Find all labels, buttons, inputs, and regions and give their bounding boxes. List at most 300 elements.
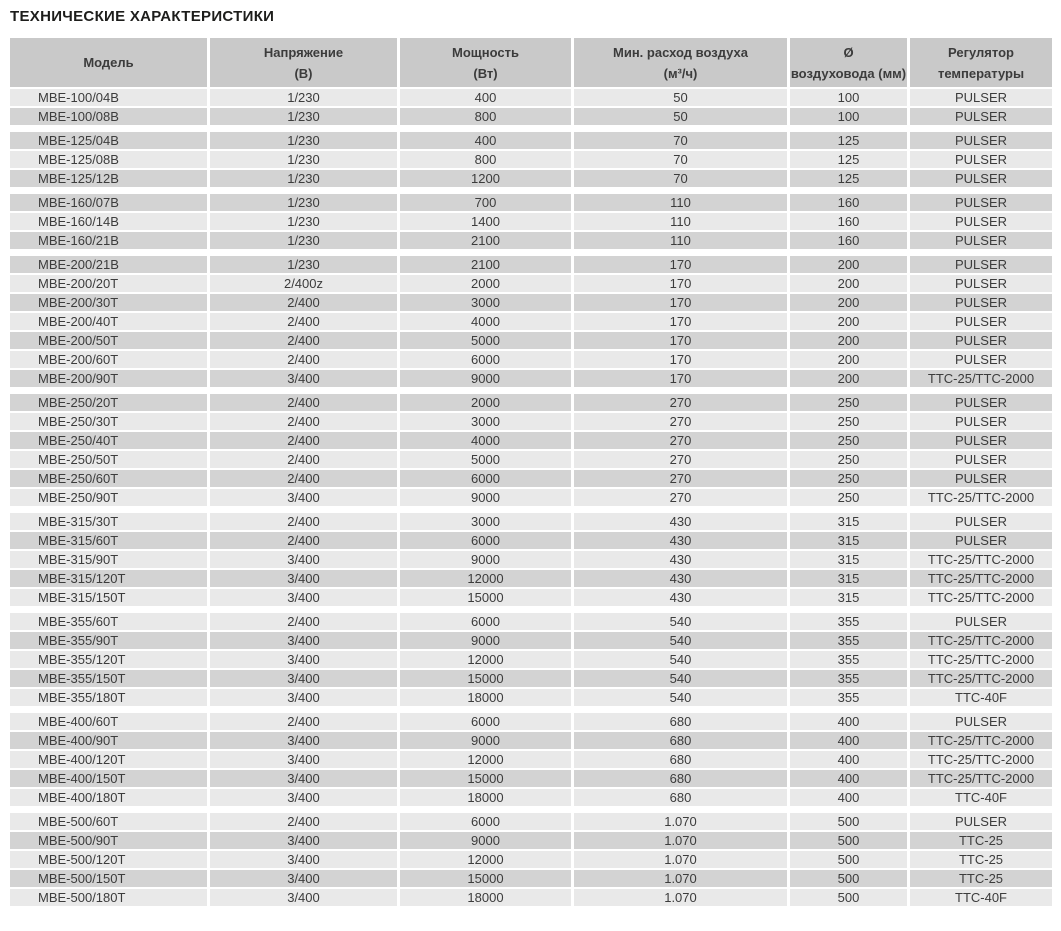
cell-voltage: 2/400 — [210, 713, 397, 730]
cell-model: MBE-200/90T — [10, 370, 207, 387]
cell-model: MBE-315/120T — [10, 570, 207, 587]
table-row — [10, 451, 1052, 468]
cell-airflow: 170 — [574, 370, 787, 387]
table-row — [10, 632, 1052, 649]
cell-airflow: 680 — [574, 751, 787, 768]
cell-airflow: 110 — [574, 213, 787, 230]
cell-model: MBE-250/60T — [10, 470, 207, 487]
column-header-voltage-line2: (В) — [294, 65, 313, 81]
cell-regulator: PULSER — [910, 232, 1052, 249]
cell-voltage: 3/400 — [210, 489, 397, 506]
cell-regulator: PULSER — [910, 256, 1052, 273]
table-group-3 — [10, 256, 1052, 387]
cell-power: 9000 — [400, 551, 571, 568]
table-group-4 — [10, 394, 1052, 506]
cell-airflow: 430 — [574, 513, 787, 530]
table-row — [10, 732, 1052, 749]
cell-power: 15000 — [400, 770, 571, 787]
cell-power: 6000 — [400, 813, 571, 830]
cell-model: MBE-500/90T — [10, 832, 207, 849]
cell-voltage: 2/400 — [210, 813, 397, 830]
cell-voltage: 3/400 — [210, 851, 397, 868]
cell-model: MBE-125/04B — [10, 132, 207, 149]
cell-diameter: 315 — [790, 513, 907, 530]
cell-power: 18000 — [400, 889, 571, 906]
cell-voltage: 3/400 — [210, 651, 397, 668]
cell-voltage: 2/400 — [210, 532, 397, 549]
cell-model: MBE-400/180T — [10, 789, 207, 806]
table-group-7 — [10, 713, 1052, 806]
column-header-power-line1: Мощность — [452, 44, 519, 60]
cell-regulator: PULSER — [910, 170, 1052, 187]
cell-model: MBE-200/60T — [10, 351, 207, 368]
table-body — [10, 89, 1052, 906]
column-header-airflow — [574, 38, 787, 87]
cell-airflow: 270 — [574, 432, 787, 449]
column-header-voltage — [210, 38, 397, 87]
cell-model: MBE-315/30T — [10, 513, 207, 530]
table-row — [10, 832, 1052, 849]
cell-airflow: 1.070 — [574, 813, 787, 830]
cell-voltage: 2/400 — [210, 432, 397, 449]
table-row — [10, 470, 1052, 487]
cell-airflow: 270 — [574, 489, 787, 506]
table-row — [10, 789, 1052, 806]
table-row — [10, 770, 1052, 787]
cell-regulator: TTC-25/TTC-2000 — [910, 651, 1052, 668]
cell-power: 6000 — [400, 613, 571, 630]
cell-model: MBE-200/40T — [10, 313, 207, 330]
cell-diameter: 500 — [790, 870, 907, 887]
cell-voltage: 2/400 — [210, 413, 397, 430]
cell-diameter: 400 — [790, 770, 907, 787]
table-group-6 — [10, 613, 1052, 706]
cell-voltage: 1/230 — [210, 132, 397, 149]
column-header-voltage-line1: Напряжение — [263, 44, 344, 60]
cell-airflow: 540 — [574, 670, 787, 687]
cell-airflow: 170 — [574, 256, 787, 273]
table-row — [10, 589, 1052, 606]
cell-model: MBE-500/150T — [10, 870, 207, 887]
cell-voltage: 1/230 — [210, 232, 397, 249]
cell-regulator: TTC-25/TTC-2000 — [910, 732, 1052, 749]
cell-voltage: 1/230 — [210, 108, 397, 125]
cell-diameter: 200 — [790, 332, 907, 349]
cell-diameter: 400 — [790, 789, 907, 806]
cell-airflow: 540 — [574, 632, 787, 649]
cell-regulator: TTC-25/TTC-2000 — [910, 589, 1052, 606]
cell-airflow: 70 — [574, 151, 787, 168]
cell-regulator: PULSER — [910, 275, 1052, 292]
cell-voltage: 2/400 — [210, 294, 397, 311]
cell-voltage: 2/400 — [210, 470, 397, 487]
cell-regulator: PULSER — [910, 532, 1052, 549]
cell-regulator: TTC-25 — [910, 851, 1052, 868]
cell-power: 9000 — [400, 489, 571, 506]
cell-regulator: PULSER — [910, 451, 1052, 468]
table-row — [10, 332, 1052, 349]
column-header-regulator — [910, 38, 1052, 87]
cell-regulator: TTC-40F — [910, 889, 1052, 906]
cell-model: MBE-250/40T — [10, 432, 207, 449]
cell-model: MBE-500/120T — [10, 851, 207, 868]
cell-voltage: 2/400 — [210, 513, 397, 530]
cell-model: MBE-315/60T — [10, 532, 207, 549]
cell-voltage: 1/230 — [210, 151, 397, 168]
cell-airflow: 170 — [574, 351, 787, 368]
cell-voltage: 2/400 — [210, 332, 397, 349]
cell-airflow: 1.070 — [574, 832, 787, 849]
cell-power: 15000 — [400, 870, 571, 887]
table-row — [10, 851, 1052, 868]
cell-power: 12000 — [400, 651, 571, 668]
cell-power: 5000 — [400, 332, 571, 349]
cell-regulator: PULSER — [910, 332, 1052, 349]
cell-diameter: 355 — [790, 651, 907, 668]
cell-model: MBE-160/21B — [10, 232, 207, 249]
cell-diameter: 500 — [790, 813, 907, 830]
table-row — [10, 651, 1052, 668]
cell-power: 700 — [400, 194, 571, 211]
cell-model: MBE-125/12B — [10, 170, 207, 187]
cell-regulator: PULSER — [910, 513, 1052, 530]
table-group-1 — [10, 132, 1052, 187]
cell-voltage: 1/230 — [210, 256, 397, 273]
cell-voltage: 1/230 — [210, 194, 397, 211]
cell-regulator: TTC-25/TTC-2000 — [910, 570, 1052, 587]
cell-diameter: 355 — [790, 670, 907, 687]
cell-model: MBE-200/20T — [10, 275, 207, 292]
cell-power: 4000 — [400, 432, 571, 449]
cell-regulator: PULSER — [910, 194, 1052, 211]
cell-voltage: 3/400 — [210, 689, 397, 706]
cell-airflow: 50 — [574, 89, 787, 106]
cell-power: 2000 — [400, 275, 571, 292]
cell-diameter: 250 — [790, 451, 907, 468]
cell-model: MBE-100/08B — [10, 108, 207, 125]
cell-diameter: 125 — [790, 170, 907, 187]
cell-regulator: PULSER — [910, 213, 1052, 230]
cell-voltage: 2/400 — [210, 613, 397, 630]
cell-regulator: PULSER — [910, 394, 1052, 411]
cell-regulator: PULSER — [910, 294, 1052, 311]
cell-diameter: 355 — [790, 613, 907, 630]
cell-regulator: PULSER — [910, 813, 1052, 830]
cell-power: 15000 — [400, 670, 571, 687]
cell-airflow: 430 — [574, 589, 787, 606]
cell-diameter: 200 — [790, 351, 907, 368]
cell-regulator: PULSER — [910, 132, 1052, 149]
cell-regulator: TTC-25/TTC-2000 — [910, 751, 1052, 768]
table-row — [10, 132, 1052, 149]
cell-power: 6000 — [400, 713, 571, 730]
column-header-diameter-line1: Ø — [843, 44, 854, 60]
cell-power: 5000 — [400, 451, 571, 468]
column-header-diameter — [790, 38, 907, 87]
cell-power: 2100 — [400, 232, 571, 249]
cell-diameter: 500 — [790, 889, 907, 906]
cell-airflow: 1.070 — [574, 870, 787, 887]
cell-model: MBE-250/30T — [10, 413, 207, 430]
cell-diameter: 125 — [790, 151, 907, 168]
table-row — [10, 89, 1052, 106]
cell-regulator: TTC-40F — [910, 789, 1052, 806]
cell-voltage: 3/400 — [210, 670, 397, 687]
cell-diameter: 250 — [790, 432, 907, 449]
cell-regulator: PULSER — [910, 713, 1052, 730]
column-header-diameter-line2: воздуховода (мм) — [790, 65, 907, 81]
cell-diameter: 500 — [790, 851, 907, 868]
cell-voltage: 3/400 — [210, 732, 397, 749]
cell-voltage: 3/400 — [210, 551, 397, 568]
cell-regulator: TTC-25/TTC-2000 — [910, 370, 1052, 387]
cell-voltage: 2/400 — [210, 351, 397, 368]
table-row — [10, 751, 1052, 768]
cell-airflow: 1.070 — [574, 851, 787, 868]
cell-power: 9000 — [400, 832, 571, 849]
column-header-power-line2: (Вт) — [473, 65, 498, 81]
cell-airflow: 540 — [574, 651, 787, 668]
table-row — [10, 294, 1052, 311]
cell-airflow: 270 — [574, 413, 787, 430]
cell-power: 12000 — [400, 570, 571, 587]
table-row — [10, 670, 1052, 687]
cell-diameter: 200 — [790, 370, 907, 387]
cell-model: MBE-355/90T — [10, 632, 207, 649]
cell-airflow: 170 — [574, 275, 787, 292]
table-row — [10, 489, 1052, 506]
table-group-0 — [10, 89, 1052, 125]
cell-power: 2000 — [400, 394, 571, 411]
cell-regulator: PULSER — [910, 89, 1052, 106]
cell-airflow: 50 — [574, 108, 787, 125]
table-row — [10, 232, 1052, 249]
cell-power: 9000 — [400, 632, 571, 649]
cell-power: 6000 — [400, 532, 571, 549]
cell-diameter: 315 — [790, 551, 907, 568]
table-row — [10, 513, 1052, 530]
table-row — [10, 613, 1052, 630]
cell-voltage: 3/400 — [210, 770, 397, 787]
cell-voltage: 2/400 — [210, 313, 397, 330]
table-row — [10, 570, 1052, 587]
cell-power: 1200 — [400, 170, 571, 187]
cell-airflow: 540 — [574, 689, 787, 706]
cell-power: 4000 — [400, 313, 571, 330]
table-row — [10, 870, 1052, 887]
cell-regulator: PULSER — [910, 613, 1052, 630]
cell-model: MBE-355/150T — [10, 670, 207, 687]
cell-regulator: TTC-25 — [910, 870, 1052, 887]
cell-airflow: 170 — [574, 294, 787, 311]
cell-regulator: PULSER — [910, 151, 1052, 168]
cell-diameter: 125 — [790, 132, 907, 149]
cell-model: MBE-160/07B — [10, 194, 207, 211]
column-header-model — [10, 38, 207, 87]
table-row — [10, 151, 1052, 168]
cell-voltage: 2/400z — [210, 275, 397, 292]
cell-diameter: 200 — [790, 313, 907, 330]
cell-regulator: TTC-40F — [910, 689, 1052, 706]
table-row — [10, 108, 1052, 125]
cell-diameter: 200 — [790, 275, 907, 292]
cell-power: 1400 — [400, 213, 571, 230]
cell-power: 6000 — [400, 470, 571, 487]
cell-model: MBE-500/60T — [10, 813, 207, 830]
cell-regulator: TTC-25/TTC-2000 — [910, 670, 1052, 687]
table-row — [10, 275, 1052, 292]
table-row — [10, 351, 1052, 368]
cell-airflow: 680 — [574, 770, 787, 787]
table-row — [10, 413, 1052, 430]
cell-airflow: 270 — [574, 451, 787, 468]
table-group-5 — [10, 513, 1052, 606]
table-row — [10, 432, 1052, 449]
cell-airflow: 110 — [574, 232, 787, 249]
table-row — [10, 394, 1052, 411]
cell-voltage: 3/400 — [210, 632, 397, 649]
cell-power: 400 — [400, 132, 571, 149]
cell-diameter: 315 — [790, 570, 907, 587]
cell-voltage: 3/400 — [210, 832, 397, 849]
column-header-power — [400, 38, 571, 87]
cell-power: 12000 — [400, 751, 571, 768]
cell-voltage: 3/400 — [210, 889, 397, 906]
cell-airflow: 70 — [574, 132, 787, 149]
table-row — [10, 689, 1052, 706]
cell-power: 6000 — [400, 351, 571, 368]
cell-model: MBE-400/60T — [10, 713, 207, 730]
cell-diameter: 250 — [790, 470, 907, 487]
cell-airflow: 110 — [574, 194, 787, 211]
table-row — [10, 532, 1052, 549]
cell-model: MBE-400/150T — [10, 770, 207, 787]
cell-model: MBE-355/60T — [10, 613, 207, 630]
cell-power: 18000 — [400, 689, 571, 706]
cell-regulator: TTC-25/TTC-2000 — [910, 551, 1052, 568]
cell-model: MBE-250/90T — [10, 489, 207, 506]
cell-airflow: 680 — [574, 713, 787, 730]
cell-power: 3000 — [400, 413, 571, 430]
cell-power: 15000 — [400, 589, 571, 606]
cell-model: MBE-200/21B — [10, 256, 207, 273]
cell-regulator: PULSER — [910, 470, 1052, 487]
cell-model: MBE-125/08B — [10, 151, 207, 168]
column-header-regulator-line2: температуры — [937, 65, 1025, 81]
cell-model: MBE-100/04B — [10, 89, 207, 106]
page-title: ТЕХНИЧЕСКИЕ ХАРАКТЕРИСТИКИ — [10, 8, 275, 25]
cell-voltage: 1/230 — [210, 213, 397, 230]
cell-voltage: 3/400 — [210, 870, 397, 887]
cell-model: MBE-400/90T — [10, 732, 207, 749]
cell-diameter: 100 — [790, 89, 907, 106]
cell-model: MBE-250/20T — [10, 394, 207, 411]
cell-airflow: 430 — [574, 551, 787, 568]
cell-diameter: 100 — [790, 108, 907, 125]
cell-regulator: PULSER — [910, 351, 1052, 368]
cell-regulator: TTC-25 — [910, 832, 1052, 849]
table-row — [10, 370, 1052, 387]
cell-airflow: 70 — [574, 170, 787, 187]
table-group-8 — [10, 813, 1052, 906]
cell-regulator: PULSER — [910, 413, 1052, 430]
cell-voltage: 1/230 — [210, 170, 397, 187]
cell-airflow: 540 — [574, 613, 787, 630]
cell-power: 12000 — [400, 851, 571, 868]
cell-diameter: 160 — [790, 232, 907, 249]
cell-diameter: 200 — [790, 294, 907, 311]
cell-voltage: 3/400 — [210, 751, 397, 768]
cell-airflow: 680 — [574, 732, 787, 749]
cell-diameter: 250 — [790, 413, 907, 430]
cell-diameter: 315 — [790, 589, 907, 606]
cell-diameter: 355 — [790, 689, 907, 706]
cell-diameter: 315 — [790, 532, 907, 549]
cell-model: MBE-400/120T — [10, 751, 207, 768]
cell-voltage: 1/230 — [210, 89, 397, 106]
table-row — [10, 170, 1052, 187]
cell-regulator: PULSER — [910, 432, 1052, 449]
cell-model: MBE-160/14B — [10, 213, 207, 230]
cell-model: MBE-200/50T — [10, 332, 207, 349]
table-row — [10, 194, 1052, 211]
cell-regulator: PULSER — [910, 108, 1052, 125]
table-row — [10, 213, 1052, 230]
cell-airflow: 680 — [574, 789, 787, 806]
cell-power: 800 — [400, 108, 571, 125]
table-row — [10, 256, 1052, 273]
cell-voltage: 3/400 — [210, 570, 397, 587]
cell-voltage: 2/400 — [210, 394, 397, 411]
cell-voltage: 3/400 — [210, 789, 397, 806]
cell-diameter: 500 — [790, 832, 907, 849]
cell-voltage: 3/400 — [210, 589, 397, 606]
table-row — [10, 551, 1052, 568]
cell-diameter: 250 — [790, 394, 907, 411]
table-group-2 — [10, 194, 1052, 249]
cell-power: 9000 — [400, 370, 571, 387]
cell-diameter: 355 — [790, 632, 907, 649]
cell-voltage: 3/400 — [210, 370, 397, 387]
cell-model: MBE-355/120T — [10, 651, 207, 668]
cell-voltage: 2/400 — [210, 451, 397, 468]
cell-airflow: 170 — [574, 332, 787, 349]
cell-power: 2100 — [400, 256, 571, 273]
cell-model: MBE-315/90T — [10, 551, 207, 568]
cell-airflow: 270 — [574, 470, 787, 487]
cell-airflow: 270 — [574, 394, 787, 411]
cell-model: MBE-315/150T — [10, 589, 207, 606]
table-header-row — [10, 38, 1052, 87]
cell-regulator: TTC-25/TTC-2000 — [910, 770, 1052, 787]
cell-power: 3000 — [400, 294, 571, 311]
cell-model: MBE-500/180T — [10, 889, 207, 906]
cell-regulator: TTC-25/TTC-2000 — [910, 489, 1052, 506]
cell-diameter: 400 — [790, 713, 907, 730]
cell-model: MBE-250/50T — [10, 451, 207, 468]
column-header-airflow-line2: (м³/ч) — [663, 65, 698, 81]
cell-airflow: 430 — [574, 532, 787, 549]
cell-diameter: 400 — [790, 751, 907, 768]
cell-airflow: 1.070 — [574, 889, 787, 906]
cell-diameter: 160 — [790, 194, 907, 211]
table-row — [10, 813, 1052, 830]
cell-model: MBE-355/180T — [10, 689, 207, 706]
column-header-regulator-line1: Регулятор — [948, 44, 1014, 60]
cell-power: 800 — [400, 151, 571, 168]
table-row — [10, 713, 1052, 730]
cell-power: 3000 — [400, 513, 571, 530]
